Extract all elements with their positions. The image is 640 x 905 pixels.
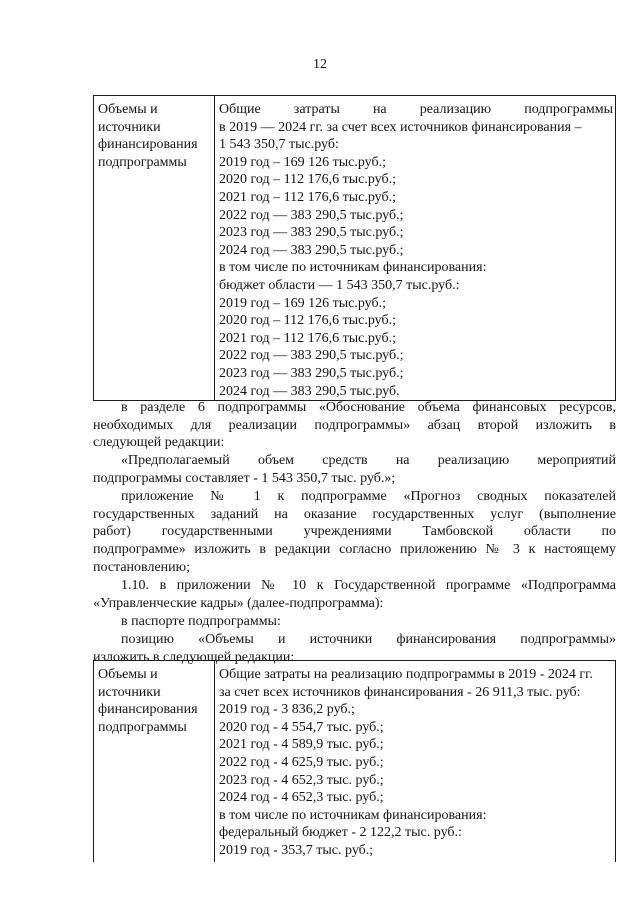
paragraph-line: позицию «Объемы и источники финансирования подпрограммы» (121, 632, 616, 647)
content-line: бюджет области — 1 543 350,7 тыс.руб.: (219, 277, 460, 293)
content-line: 2023 год - 4 652,3 тыс. руб.; (219, 772, 384, 788)
table-content-cell (215, 661, 616, 863)
label-line: финансирования (98, 137, 198, 153)
page-number: 12 (313, 57, 327, 72)
content-line: 2020 год - 4 554,7 тыс. руб.; (219, 719, 384, 735)
table-row (94, 96, 616, 401)
label-line: источники (98, 684, 161, 700)
content-line: 1 543 350,7 тыс.руб: (219, 137, 339, 153)
paragraph-line: 1.10. в приложении № 10 к Государственной программе «Подпрограмма (121, 578, 616, 593)
content-line: 2019 год - 3 836,2 руб.; (219, 702, 355, 718)
content-line: 2024 год - 4 652,3 тыс. руб.; (219, 790, 384, 806)
paragraph-line: необходимых для реализации подпрограммы» абзац второй изложить в (93, 417, 616, 433)
table-row (94, 661, 616, 863)
content-line: 2019 год – 169 126 тыс.руб.; (219, 154, 386, 170)
paragraph-line: в разделе 6 подпрограммы «Обоснование объема финансовых ресурсов, (121, 400, 616, 415)
paragraph-line: постановлению; (93, 559, 191, 575)
table-label-cell (94, 661, 215, 863)
content-line: за счет всех источников финансирования - 26 911,3 тыс. руб: (219, 684, 581, 700)
content-line: 2024 год — 383 290,5 тыс.руб. (219, 383, 400, 399)
paragraph-1-10 (93, 577, 616, 612)
paragraph-line: «Управленческие кадры» (далее-подпрограмма): (93, 595, 384, 611)
paragraph-line: следующей редакции: (93, 435, 225, 451)
content-line: 2020 год – 112 176,6 тыс.руб.; (219, 313, 396, 329)
content-line: 2021 год – 112 176,6 тыс.руб.; (219, 330, 396, 346)
paragraph-line: изложить в следующей редакции: (93, 649, 295, 665)
content-line: 2021 год - 4 589,9 тыс. руб.; (219, 737, 384, 753)
financing-table-2 (93, 660, 616, 862)
content-line: 2024 год — 383 290,5 тыс.руб.; (219, 242, 404, 258)
label-line: подпрограммы (98, 154, 187, 170)
content-line: Общие затраты на реализацию подпрограммы (219, 102, 613, 117)
content-line: 2019 год - 353,7 тыс. руб.; (219, 842, 374, 858)
label-line: финансирования (98, 702, 198, 718)
paragraph-passport (93, 613, 616, 631)
paragraph-line: подпрограмме» изложить в редакции согласно приложению № 3 к настоящему (93, 542, 616, 558)
content-line: 2021 год – 112 176,6 тыс.руб.; (219, 189, 396, 205)
content-line: в 2019 — 2024 гг. за счет всех источников финансирования – (219, 119, 582, 135)
paragraph-quote (93, 452, 616, 487)
paragraph-line: «Предполагаемый объем средств на реализацию мероприятий (121, 453, 616, 468)
content-line: Общие затраты на реализацию подпрограммы в 2019 - 2024 гг. (219, 667, 593, 682)
content-line: в том числе по источникам финансирования: (219, 260, 487, 276)
paragraph-line: государственных заданий на оказание государственных услуг (выполнение (93, 506, 616, 522)
paragraph-line: работ) государственными учреждениями Тамбовской области по (93, 524, 616, 540)
content-line: 2020 год – 112 176,6 тыс.руб.; (219, 172, 396, 188)
label-line: Объемы и (98, 667, 158, 682)
label-line: Объемы и (98, 102, 158, 117)
paragraph-line: в паспорте подпрограммы: (121, 614, 281, 629)
table-label-cell (94, 96, 215, 401)
table-content-cell (215, 96, 616, 401)
paragraph-line: приложение № 1 к подпрограмме «Прогноз сводных показателей (121, 489, 616, 504)
content-line: 2023 год — 383 290,5 тыс.руб.; (219, 225, 404, 241)
paragraph-section6 (93, 399, 616, 452)
label-line: источники (98, 119, 161, 135)
content-line: 2019 год – 169 126 тыс.руб.; (219, 295, 386, 311)
content-line: в том числе по источникам финансирования: (219, 807, 487, 823)
label-line: подпрограммы (98, 719, 187, 735)
content-line: 2022 год — 383 290,5 тыс.руб.; (219, 348, 404, 364)
content-line: федеральный бюджет - 2 122,2 тыс. руб.: (219, 825, 462, 841)
paragraph-line: подпрограммы составляет - 1 543 350,7 тыс. руб.»; (93, 470, 396, 486)
content-line: 2022 год — 383 290,5 тыс.руб.; (219, 207, 404, 223)
financing-table-1 (93, 95, 616, 401)
content-line: 2023 год — 383 290,5 тыс.руб.; (219, 365, 404, 381)
content-line: 2022 год - 4 625,9 тыс. руб.; (219, 754, 384, 770)
paragraph-appendix (93, 488, 616, 577)
